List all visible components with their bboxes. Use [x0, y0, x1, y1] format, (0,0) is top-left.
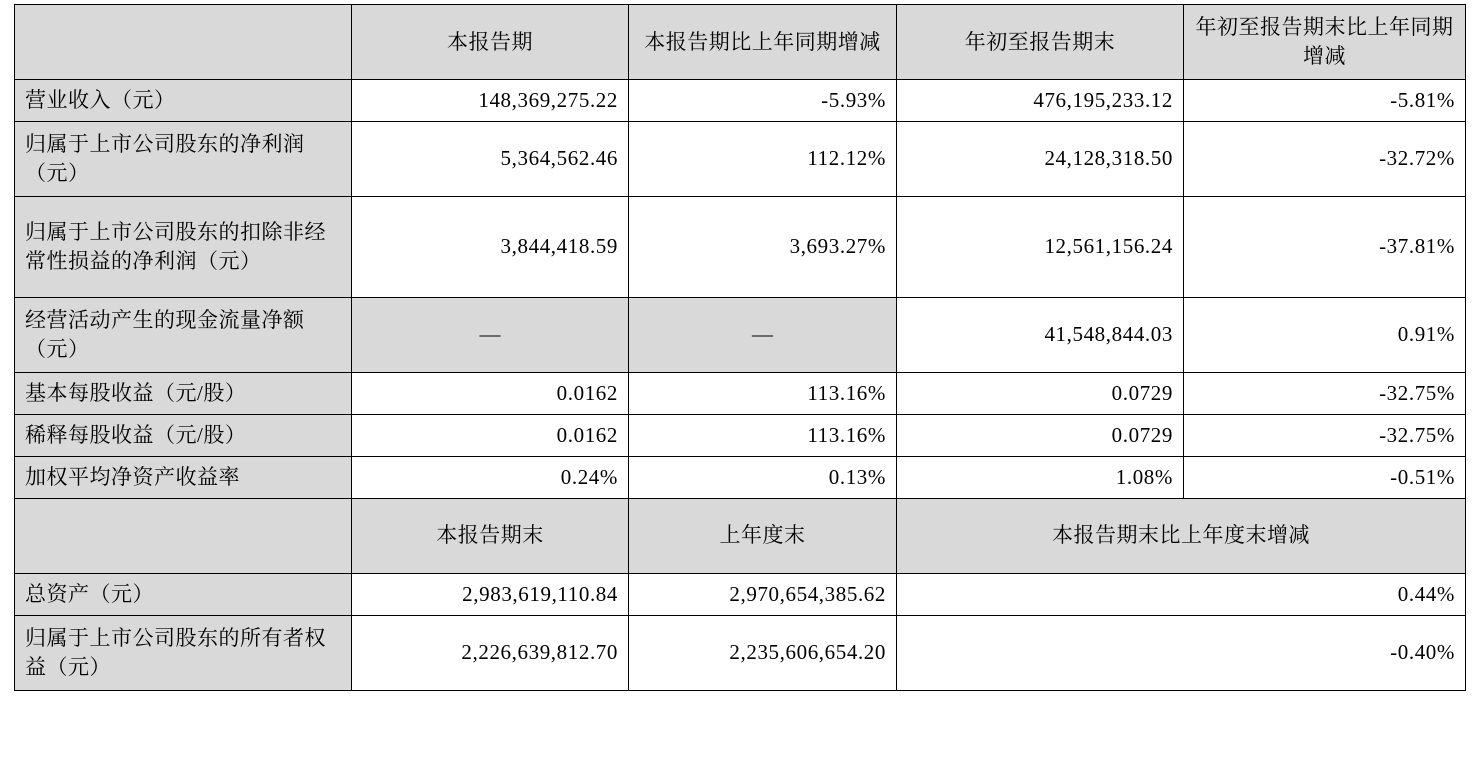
secondary-header-corner-cell — [15, 498, 352, 573]
row-label-revenue: 营业收入（元） — [15, 80, 352, 122]
table-row — [15, 80, 1466, 122]
cell-operating-cashflow-ytd: 41,548,844.03 — [897, 297, 1184, 372]
cell-net-profit-current: 5,364,562.46 — [352, 121, 629, 196]
table-header-row — [15, 5, 1466, 80]
header-cell-current-period-yoy: 本报告期比上年同期增减 — [629, 5, 897, 80]
row-label-diluted-eps: 稀释每股收益（元/股） — [15, 414, 352, 456]
secondary-header-row — [15, 498, 1466, 573]
cell-net-profit-deducted-ytd: 12,561,156.24 — [897, 196, 1184, 297]
cell-net-profit-ytd: 24,128,318.50 — [897, 121, 1184, 196]
cell-revenue-current-yoy: -5.93% — [629, 80, 897, 122]
cell-operating-cashflow-ytd-yoy: 0.91% — [1184, 297, 1466, 372]
header-corner-cell — [15, 5, 352, 80]
cell-basic-eps-ytd: 0.0729 — [897, 372, 1184, 414]
secondary-header-last-year-end: 上年度末 — [629, 498, 897, 573]
row-label-net-profit-deducted: 归属于上市公司股东的扣除非经常性损益的净利润（元） — [15, 196, 352, 297]
cell-operating-cashflow-current: — — [352, 297, 629, 372]
cell-basic-eps-ytd-yoy: -32.75% — [1184, 372, 1466, 414]
cell-basic-eps-current: 0.0162 — [352, 372, 629, 414]
table-row — [15, 196, 1466, 297]
header-cell-ytd: 年初至报告期末 — [897, 5, 1184, 80]
cell-total-assets-period-end: 2,983,619,110.84 — [352, 573, 629, 615]
row-label-owners-equity: 归属于上市公司股东的所有者权益（元） — [15, 615, 352, 690]
cell-weighted-roe-current-yoy: 0.13% — [629, 456, 897, 498]
cell-diluted-eps-ytd: 0.0729 — [897, 414, 1184, 456]
table-row — [15, 121, 1466, 196]
cell-revenue-ytd-yoy: -5.81% — [1184, 80, 1466, 122]
row-label-weighted-roe: 加权平均净资产收益率 — [15, 456, 352, 498]
table-row — [15, 414, 1466, 456]
cell-revenue-ytd: 476,195,233.12 — [897, 80, 1184, 122]
cell-weighted-roe-ytd: 1.08% — [897, 456, 1184, 498]
table-row — [15, 372, 1466, 414]
row-label-operating-cashflow: 经营活动产生的现金流量净额（元） — [15, 297, 352, 372]
table-row — [15, 456, 1466, 498]
cell-net-profit-deducted-current: 3,844,418.59 — [352, 196, 629, 297]
cell-net-profit-deducted-current-yoy: 3,693.27% — [629, 196, 897, 297]
table-row — [15, 297, 1466, 372]
row-label-total-assets: 总资产（元） — [15, 573, 352, 615]
table-row — [15, 615, 1466, 690]
cell-operating-cashflow-current-yoy: — — [629, 297, 897, 372]
row-label-basic-eps: 基本每股收益（元/股） — [15, 372, 352, 414]
row-label-net-profit: 归属于上市公司股东的净利润（元） — [15, 121, 352, 196]
cell-net-profit-current-yoy: 112.12% — [629, 121, 897, 196]
financial-summary-table — [14, 4, 1466, 691]
table-row — [15, 573, 1466, 615]
header-cell-current-period: 本报告期 — [352, 5, 629, 80]
cell-net-profit-deducted-ytd-yoy: -37.81% — [1184, 196, 1466, 297]
cell-diluted-eps-current-yoy: 113.16% — [629, 414, 897, 456]
cell-diluted-eps-ytd-yoy: -32.75% — [1184, 414, 1466, 456]
cell-weighted-roe-ytd-yoy: -0.51% — [1184, 456, 1466, 498]
cell-total-assets-last-year-end: 2,970,654,385.62 — [629, 573, 897, 615]
cell-total-assets-change: 0.44% — [897, 573, 1466, 615]
cell-owners-equity-change: -0.40% — [897, 615, 1466, 690]
cell-owners-equity-last-year-end: 2,235,606,654.20 — [629, 615, 897, 690]
cell-owners-equity-period-end: 2,226,639,812.70 — [352, 615, 629, 690]
cell-weighted-roe-current: 0.24% — [352, 456, 629, 498]
secondary-header-change: 本报告期末比上年度末增减 — [897, 498, 1466, 573]
cell-net-profit-ytd-yoy: -32.72% — [1184, 121, 1466, 196]
cell-diluted-eps-current: 0.0162 — [352, 414, 629, 456]
secondary-header-period-end: 本报告期末 — [352, 498, 629, 573]
cell-revenue-current: 148,369,275.22 — [352, 80, 629, 122]
header-cell-ytd-yoy: 年初至报告期末比上年同期增减 — [1184, 5, 1466, 80]
cell-basic-eps-current-yoy: 113.16% — [629, 372, 897, 414]
